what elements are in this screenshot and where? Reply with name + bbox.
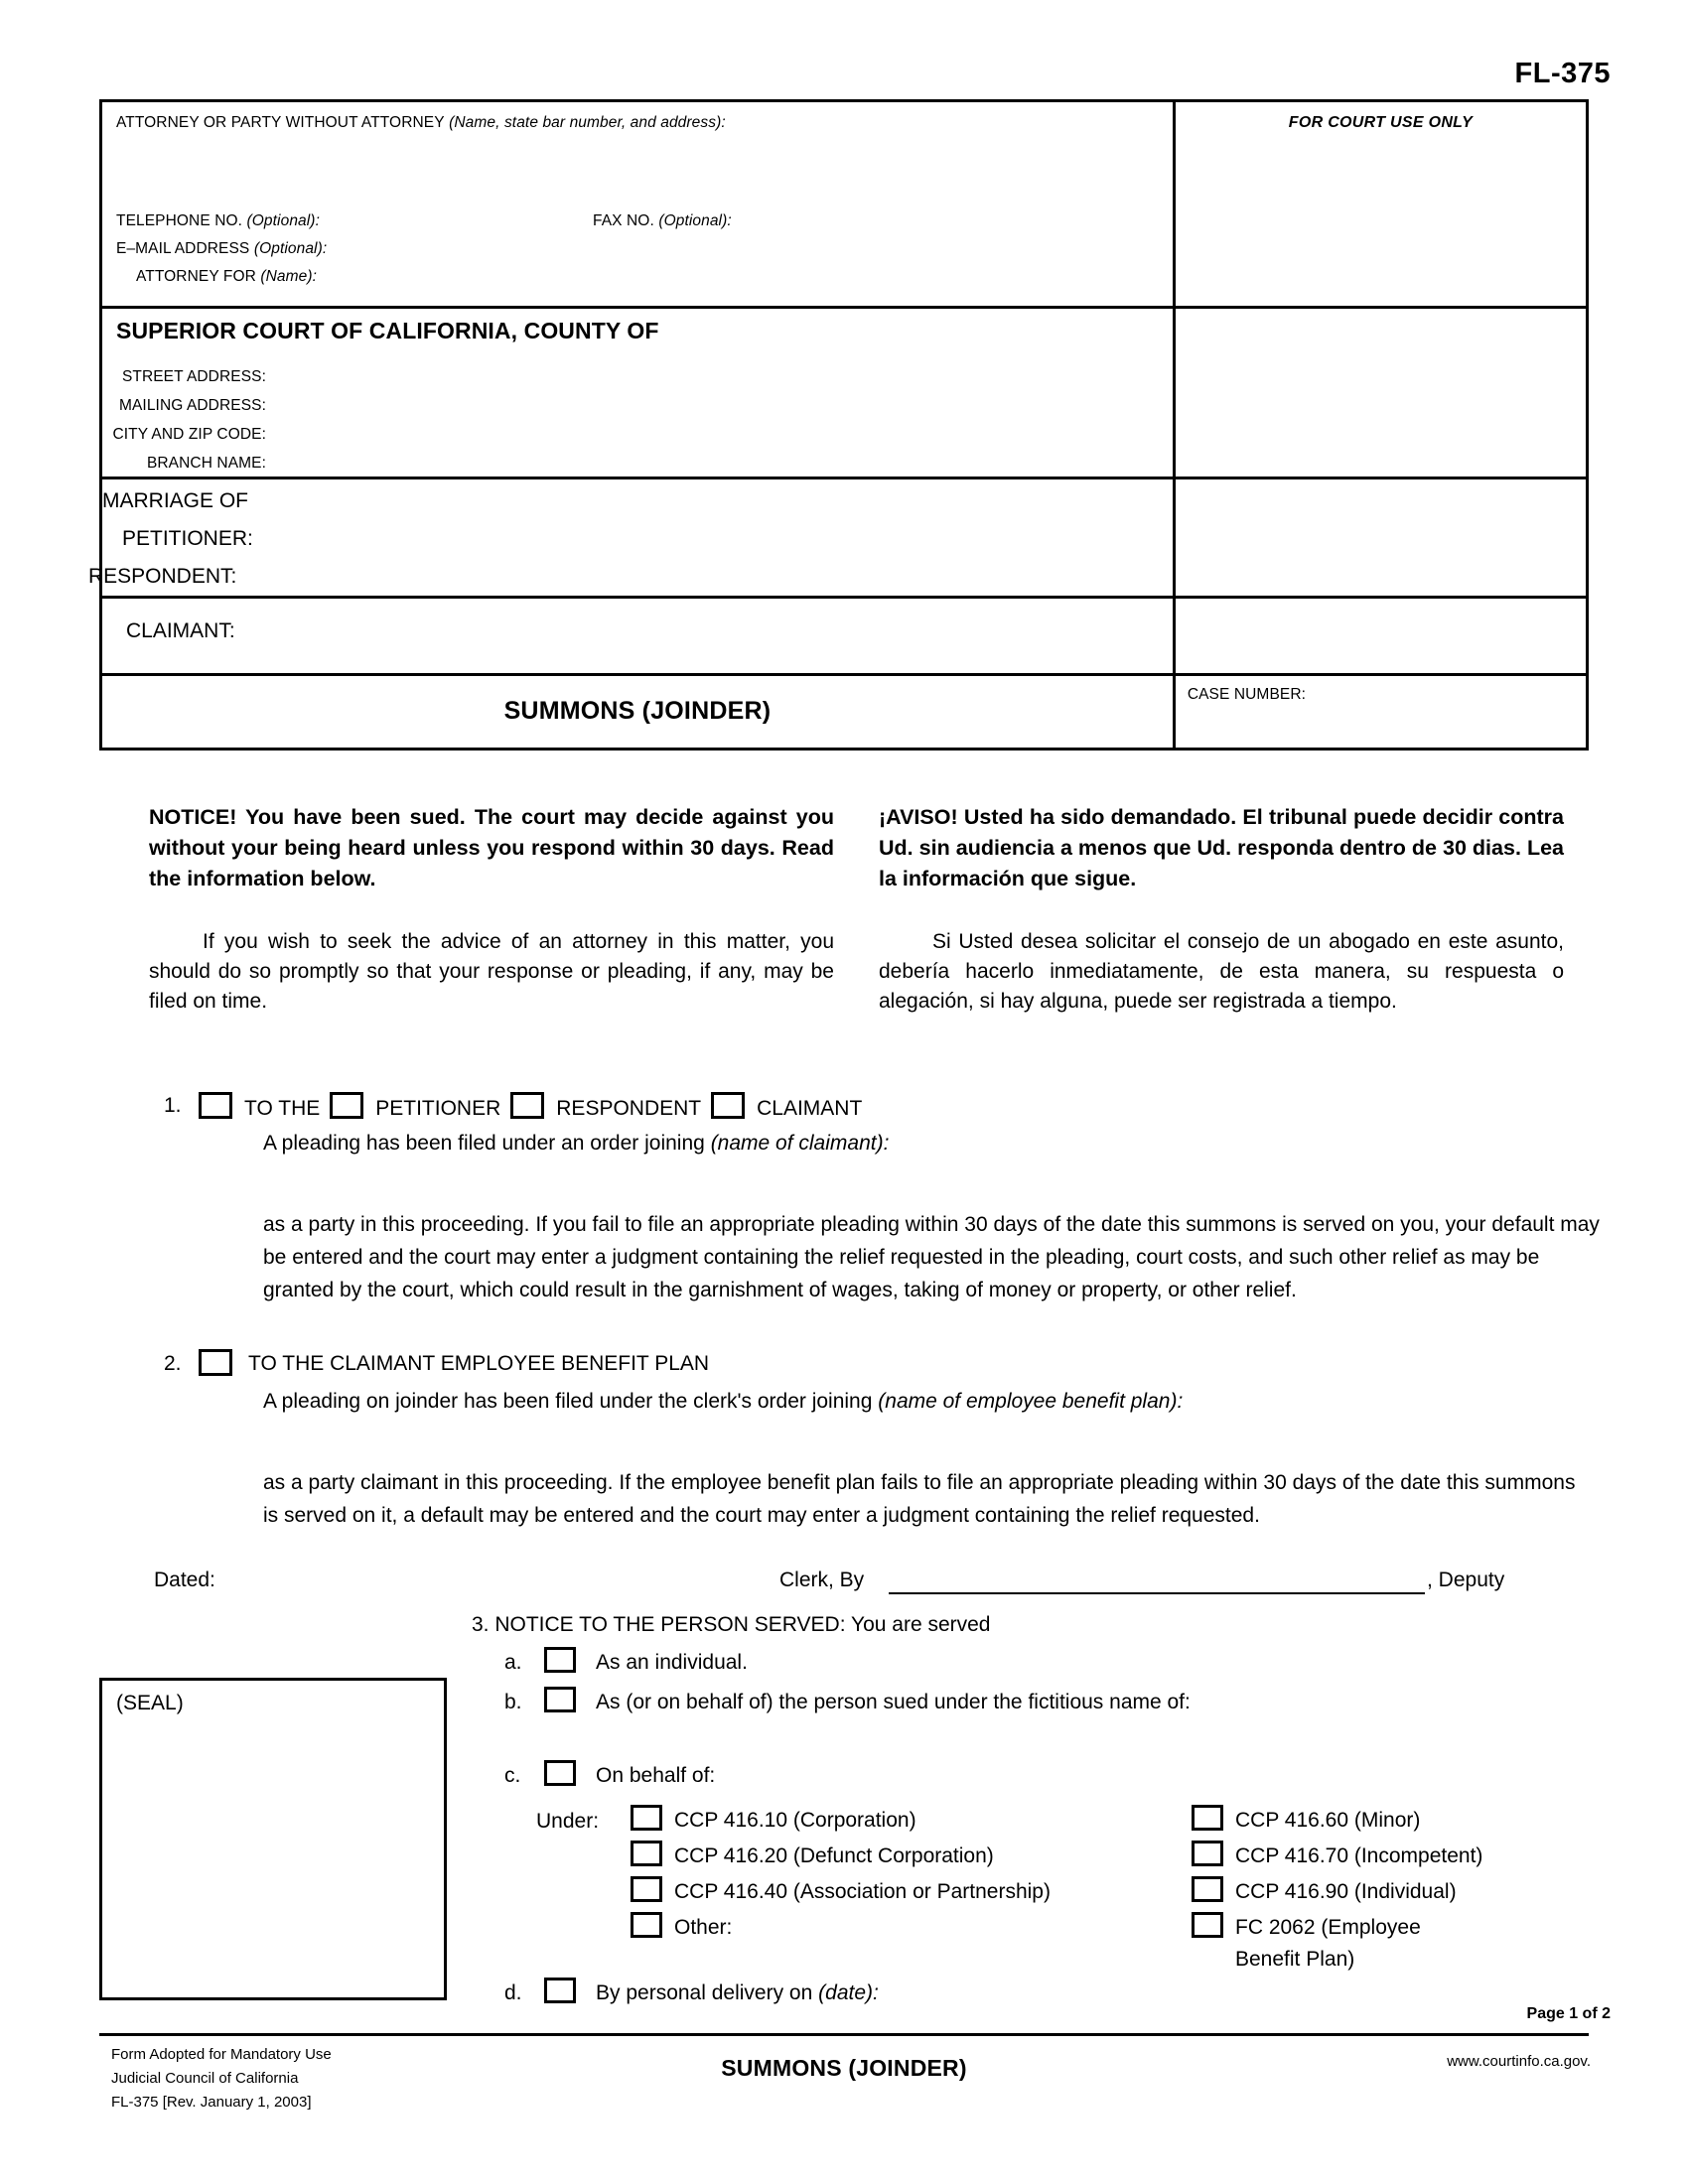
clerk-signature-rule[interactable] <box>889 1592 1425 1594</box>
checkbox-3b-fictitious-name[interactable] <box>544 1687 576 1712</box>
ccp-option-row[interactable] <box>1192 1805 1482 1841</box>
court-title: SUPERIOR COURT OF CALIFORNIA, COUNTY OF <box>116 318 659 343</box>
item-2-heading: TO THE CLAIMANT EMPLOYEE BENEFIT PLAN <box>248 1352 710 1375</box>
email-hint: (Optional): <box>253 240 328 257</box>
attorney-for-hint: (Name): <box>260 268 318 285</box>
marriage-of-label: MARRIAGE OF <box>102 489 249 512</box>
notice-spanish-bold: ¡AVISO! Usted ha sido demandado. El tribunal puede decidir contra Ud. sin audiencia a menos que Ud. responda dentro de 30 dias. Lea la información que sigue. <box>879 805 1564 890</box>
label-petitioner: PETITIONER <box>375 1097 501 1120</box>
respondent-label: RESPONDENT: <box>88 565 237 588</box>
telephone-fax-line <box>116 212 1159 230</box>
court-use-box <box>1176 102 1586 306</box>
item-1-number: 1. <box>164 1094 182 1117</box>
item-1-body: as a party in this proceeding. If you fail to file an appropriate pleading within 30 days of the date this summons is served on you, your default may be entered and the court may enter a judgment containing the relief requested in the pleading, court costs, and such other relief as may be granted by the court, which could result in the garnishment of wages, taking of money or property, or other relief. <box>263 1213 1600 1301</box>
checkbox-3c-on-behalf-of[interactable] <box>544 1760 576 1786</box>
telephone-label: TELEPHONE NO. <box>116 212 243 229</box>
attorney-for-label: ATTORNEY FOR <box>136 268 256 285</box>
form-title: SUMMONS (JOINDER) <box>503 697 772 725</box>
fax-line <box>593 212 732 230</box>
city-zip-label: CITY AND ZIP CODE: <box>112 426 266 443</box>
notice-spanish-body: Si Usted desea solicitar el consejo de un abogado en este asunto, debería hacerlo inmediatamente, de esta manera, su respuesta o alegación, si hay alguna, puede ser registrada a tiempo. <box>879 930 1564 1013</box>
ccp-option-row[interactable] <box>1192 1912 1482 1948</box>
court-use-only-label: FOR COURT USE ONLY <box>1288 114 1474 131</box>
ccp-options-right-column <box>1192 1805 1482 1983</box>
attorney-for-line <box>136 268 317 286</box>
checkbox-3a-individual[interactable] <box>544 1647 576 1673</box>
ccp-option-row[interactable] <box>631 1876 1051 1912</box>
ccp-label-fc-2062-wrap: Benefit Plan) <box>1235 1948 1355 1971</box>
petitioner-label: PETITIONER: <box>122 527 253 550</box>
notice-spanish-column <box>879 802 1564 1017</box>
under-label: Under: <box>536 1810 600 1833</box>
branch-name-label: BRANCH NAME: <box>146 455 266 472</box>
caption-row-parties <box>88 477 1586 596</box>
ccp-label-416-40: CCP 416.40 (Association or Partnership) <box>674 1880 1051 1903</box>
item-3d-line <box>596 1981 879 2005</box>
item-3-heading: 3. NOTICE TO THE PERSON SERVED: You are served <box>472 1613 991 1636</box>
item-2-pleading-line <box>263 1390 1183 1414</box>
checkbox-ccp-416-60[interactable] <box>1192 1805 1223 1831</box>
telephone-hint: (Optional): <box>246 212 320 229</box>
ccp-label-416-10: CCP 416.10 (Corporation) <box>674 1809 916 1832</box>
checkbox-3d-personal-delivery[interactable] <box>544 1978 576 2003</box>
item-2-pleading-hint: (name of employee benefit plan): <box>878 1390 1184 1413</box>
footer-divider <box>99 2033 1589 2036</box>
checkbox-employee-benefit-plan[interactable] <box>199 1349 232 1376</box>
ccp-label-other: Other: <box>674 1916 733 1939</box>
ccp-option-row[interactable] <box>1192 1841 1482 1876</box>
item-1-pleading-text: A pleading has been filed under an order joining <box>263 1132 705 1155</box>
checkbox-ccp-416-20[interactable] <box>631 1841 662 1866</box>
court-address-box[interactable] <box>102 306 1173 477</box>
ccp-option-row[interactable] <box>1192 1876 1482 1912</box>
checkbox-petitioner[interactable] <box>330 1092 363 1119</box>
caption-table <box>88 99 1589 751</box>
ccp-option-row[interactable] <box>631 1841 1051 1876</box>
item-3a-letter: a. <box>504 1651 522 1674</box>
checkbox-ccp-416-10[interactable] <box>631 1805 662 1831</box>
checkbox-ccp-other[interactable] <box>631 1912 662 1938</box>
form-number: FL-375 <box>1514 58 1611 89</box>
label-claimant: CLAIMANT <box>757 1097 863 1120</box>
ccp-option-row[interactable] <box>631 1912 1051 1948</box>
footer-adopted-line-2: Judicial Council of California <box>111 2070 299 2087</box>
item-3b-text: As (or on behalf of) the person sued under the fictitious name of: <box>596 1691 1191 1713</box>
email-line <box>116 240 327 258</box>
claimant-label: CLAIMANT: <box>126 619 235 642</box>
item-2-number: 2. <box>164 1352 182 1375</box>
caption-row-claimant <box>102 596 1586 673</box>
caption-row-title <box>102 673 1586 751</box>
ccp-label-fc-2062-wrap-row <box>1192 1948 1482 1983</box>
item-3d-letter: d. <box>504 1981 522 2004</box>
mailing-address-label: MAILING ADDRESS: <box>118 397 266 414</box>
footer-adopted-line-1: Form Adopted for Mandatory Use <box>111 2046 332 2063</box>
court-use-blank-mid <box>1176 477 1586 596</box>
checkbox-fc-2062[interactable] <box>1192 1912 1223 1938</box>
item-1-pleading-hint: (name of claimant): <box>710 1132 890 1155</box>
case-number-box[interactable] <box>1176 676 1586 748</box>
email-label: E–MAIL ADDRESS <box>116 240 250 257</box>
clerk-by-label: Clerk, By <box>779 1569 865 1591</box>
item-3d-hint: (date): <box>818 1981 879 2004</box>
footer-form-title: SUMMONS (JOINDER) <box>721 2055 967 2081</box>
item-2-body: as a party claimant in this proceeding. If the employee benefit plan fails to file an appropriate pleading within 30 days of the date this summons is served on it, a default may be entered and the court may enter a judgment containing the relief requested. <box>263 1471 1576 1527</box>
label-respondent: RESPONDENT <box>556 1097 702 1120</box>
caption-row-court <box>102 306 1586 477</box>
item-3c-text: On behalf of: <box>596 1764 716 1787</box>
case-number-label: CASE NUMBER: <box>1187 686 1307 703</box>
ccp-option-row[interactable] <box>631 1805 1051 1841</box>
dated-label[interactable]: Dated: <box>154 1569 215 1591</box>
checkbox-claimant[interactable] <box>711 1092 745 1119</box>
footer-website: www.courtinfo.ca.gov. <box>1447 2053 1591 2070</box>
form-title-box <box>102 676 1173 748</box>
claimant-box[interactable] <box>102 596 1173 673</box>
court-use-blank-upper <box>1176 306 1586 477</box>
ccp-label-416-70: CCP 416.70 (Incompetent) <box>1235 1844 1483 1867</box>
notice-english-column <box>149 802 834 1017</box>
checkbox-ccp-416-70[interactable] <box>1192 1841 1223 1866</box>
ccp-options-left-column <box>631 1805 1051 1948</box>
ccp-label-416-20: CCP 416.20 (Defunct Corporation) <box>674 1844 994 1867</box>
page-number: Page 1 of 2 <box>1526 2005 1611 2022</box>
item-1-options <box>199 1092 872 1121</box>
ccp-label-fc-2062: FC 2062 (Employee <box>1235 1916 1421 1939</box>
deputy-label: , Deputy <box>1427 1569 1505 1591</box>
attorney-hint: (Name, state bar number, and address): <box>449 114 726 131</box>
checkbox-respondent[interactable] <box>510 1092 544 1119</box>
party-names-box[interactable] <box>88 477 1173 596</box>
seal-box <box>99 1678 447 2000</box>
label-to-the: TO THE <box>244 1097 321 1120</box>
checkbox-ccp-416-40[interactable] <box>631 1876 662 1902</box>
fax-hint: (Optional): <box>658 212 732 229</box>
item-3a-text: As an individual. <box>596 1651 748 1674</box>
checkbox-to-the[interactable] <box>199 1092 232 1119</box>
ccp-label-416-90: CCP 416.90 (Individual) <box>1235 1880 1457 1903</box>
attorney-box[interactable] <box>102 102 1173 306</box>
notice-english-body: If you wish to seek the advice of an attorney in this matter, you should do so promptly so that your response or pleading, if any, may be filed on time. <box>149 930 834 1013</box>
item-3b-letter: b. <box>504 1691 522 1713</box>
notice-english-bold: NOTICE! You have been sued. The court may decide against you without your being heard unless you respond within 30 days. Read the information below. <box>149 805 834 890</box>
caption-row-attorney <box>102 102 1586 306</box>
court-use-blank-lower <box>1176 596 1586 673</box>
street-address-label: STREET ADDRESS: <box>121 368 266 385</box>
ccp-label-416-60: CCP 416.60 (Minor) <box>1235 1809 1421 1832</box>
checkbox-ccp-416-90[interactable] <box>1192 1876 1223 1902</box>
seal-label: (SEAL) <box>116 1692 184 1714</box>
item-2-pleading-text: A pleading on joinder has been filed under the clerk's order joining <box>263 1390 873 1413</box>
attorney-label: ATTORNEY OR PARTY WITHOUT ATTORNEY <box>116 114 445 131</box>
item-1-pleading-line <box>263 1132 889 1156</box>
item-3c-letter: c. <box>504 1764 521 1787</box>
footer-adopted-line-3: FL-375 [Rev. January 1, 2003] <box>111 2094 312 2111</box>
item-3d-text: By personal delivery on <box>596 1981 813 2004</box>
fax-label: FAX NO. <box>593 212 654 229</box>
